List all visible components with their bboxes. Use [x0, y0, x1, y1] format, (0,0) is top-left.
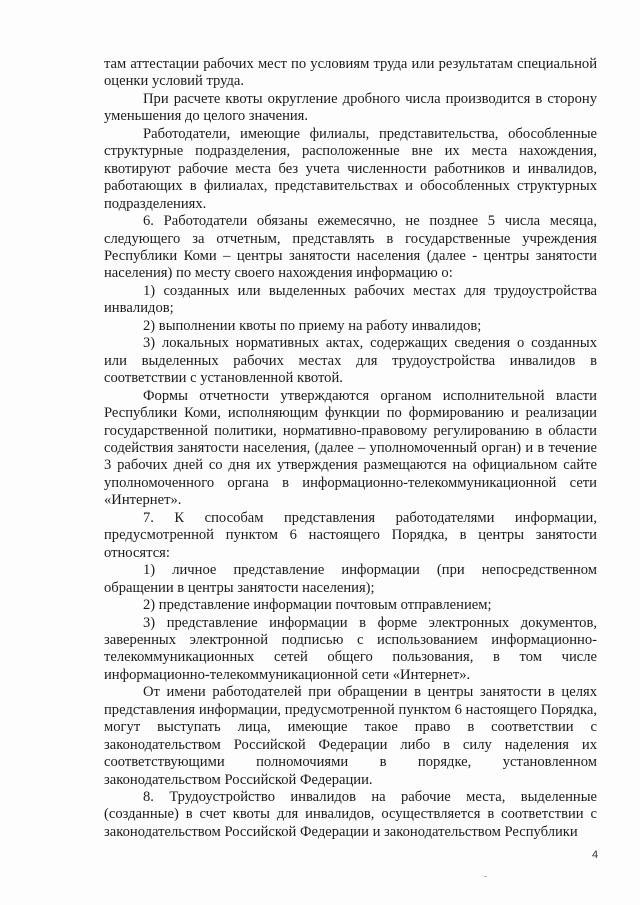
paragraph: 7. К способам представления работодателями информации, предусмотренной пунктом 6 настоящего Порядка, в центры занятости относятся: [104, 509, 597, 561]
paragraph: там аттестации рабочих мест по условиям труда или результатам специальной оценки условий труда. [104, 56, 597, 90]
document-body [104, 56, 597, 841]
paragraph: При расчете квоты округление дробного числа производится в сторону уменьшения до целого значения. [104, 90, 597, 125]
paragraph: 6. Работодатели обязаны ежемесячно, не позднее 5 числа месяца, следующего за отчетным, представлять в государственные учреждения Республики Коми – центры занятости населения (далее - центры занятости населения) по месту своего нахождения информацию о: [104, 213, 597, 282]
paragraph: 3) локальных нормативных актах, содержащих сведения о созданных или выделенных рабочих местах для трудоустройства инвалидов в соответствии с установленной квотой. [104, 335, 597, 387]
page-number: 4 [592, 849, 599, 861]
paragraph: Формы отчетности утверждаются органом исполнительной власти Республики Коми, исполняющим функции по формированию и реализации государственной политики, нормативно-правовому регулированию в области содействия занятости населения, (далее – уполномоченный орган) и в течение 3 рабочих дней со дня их утверждения размещаются на официальном сайте уполномоченного органа в информационно-телекоммуникационной сети «Интернет». [104, 387, 597, 509]
paragraph: 2) выполнении квоты по приему на работу инвалидов; [143, 317, 482, 334]
paragraph: 1) личное представление информации (при непосредственном обращении в центры занятости населения); [104, 562, 597, 596]
paragraph: От имени работодателей при обращении в центры занятости в целях представления информации, предусмотренной пунктом 6 настоящего Порядка, могут выступать лица, имеющие такое право в соответствии с законодательством Российской Федерации либо в силу наделения их соответствующими полномочиями в порядке, установленном законодательством Российской Федерации. [104, 684, 597, 788]
paragraph: Работодатели, имеющие филиалы, представительства, обособленные структурные подразделения, расположенные вне их места нахождения, квотируют рабочие места без учета численности работников и инвалидов, работающих в филиалах, представительствах и обособленных структурных подразделениях. [104, 125, 597, 212]
paragraph: 1) созданных или выделенных рабочих местах для трудоустройства инвалидов; [104, 282, 597, 317]
paragraph: 2) представление информации почтовым отправлением; [143, 597, 492, 614]
paragraph: 3) представление информации в форме электронных документов, заверенных электронной подписью с использованием информационно-телекоммуникационных сетей общего пользования, в том числе информационно-телекоммуникационной сети «Интернет». [104, 614, 597, 683]
scan-speck [484, 876, 487, 877]
paragraph: 8. Трудоустройство инвалидов на рабочие места, выделенные (созданные) в счет квоты для инвалидов, осуществляется в соответствии с законодательством Российской Федерации и законодательством Республики [104, 789, 597, 840]
